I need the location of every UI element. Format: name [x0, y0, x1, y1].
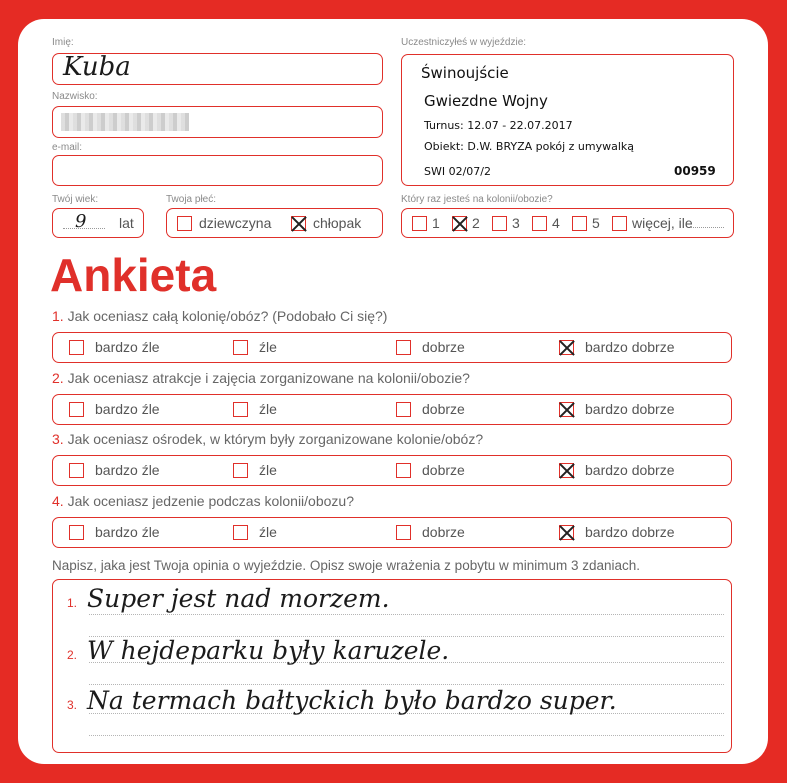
- answer-checkbox[interactable]: [69, 463, 84, 478]
- question-1-answers: [52, 332, 732, 363]
- answer-checkbox[interactable]: [559, 463, 574, 478]
- answer-checkbox[interactable]: [396, 463, 411, 478]
- visits-3-checkbox[interactable]: [492, 216, 507, 231]
- question-3: [52, 431, 483, 447]
- answer-checkbox[interactable]: [69, 402, 84, 417]
- opinion-rule: [89, 614, 724, 615]
- opinion-prompt: Napisz, jaka jest Twoja opinia o wyjeździe. Opisz swoje wrażenia z pobytu w minimum 3 zdaniach.: [52, 558, 641, 573]
- opinion-rule: [89, 735, 724, 736]
- visits-more-checkbox[interactable]: [612, 216, 627, 231]
- visits-more-label: więcej, ile: [632, 215, 693, 231]
- gender-field: [166, 208, 383, 238]
- trip-number: 00959: [674, 164, 716, 178]
- answer-label: bardzo źle: [95, 401, 160, 417]
- question-3-answers: [52, 455, 732, 486]
- visits-5-label: 5: [592, 215, 600, 231]
- question-number: 2.: [52, 370, 64, 386]
- visits-label: Który raz jesteś na kolonii/obozie?: [401, 194, 553, 205]
- answer-checkbox[interactable]: [69, 525, 84, 540]
- question-text: Jak oceniasz całą kolonię/obóz? (Podobało Ci się?): [67, 308, 388, 324]
- visits-4-checkbox[interactable]: [532, 216, 547, 231]
- answer-label: bardzo dobrze: [585, 524, 675, 540]
- question-4: [52, 493, 354, 509]
- gender-girl-label: dziewczyna: [199, 215, 272, 231]
- visits-more-dotted: [690, 227, 724, 228]
- answer-label: bardzo dobrze: [585, 401, 675, 417]
- answer-checkbox[interactable]: [559, 525, 574, 540]
- visits-field: [401, 208, 734, 238]
- trip-label: Uczestniczyłeś w wyjeździe:: [401, 37, 527, 48]
- trip-obiekt: Obiekt: D.W. BRYZA pokój z umywalką: [424, 140, 635, 153]
- answer-label: źle: [259, 462, 277, 478]
- question-number: 1.: [52, 308, 64, 324]
- age-unit: lat: [119, 215, 134, 231]
- trip-theme: Gwiezdne Wojny: [424, 92, 548, 110]
- gender-label: Twoja płeć:: [166, 194, 217, 205]
- survey-sheet: [18, 19, 768, 764]
- survey-title: Ankieta: [50, 249, 217, 301]
- answer-checkbox[interactable]: [396, 340, 411, 355]
- opinion-box[interactable]: [52, 579, 732, 753]
- question-text: Jak oceniasz atrakcje i zajęcia zorganizowane na kolonii/obozie?: [67, 370, 470, 386]
- visits-1-label: 1: [432, 215, 440, 231]
- opinion-line-1-text: Super jest nad morzem.: [87, 584, 390, 613]
- visits-4-label: 4: [552, 215, 560, 231]
- visits-3-label: 3: [512, 215, 520, 231]
- surname-label: Nazwisko:: [52, 91, 98, 102]
- question-4-answers: [52, 517, 732, 548]
- answer-checkbox[interactable]: [233, 402, 248, 417]
- email-label: e-mail:: [52, 142, 83, 153]
- answer-label: dobrze: [422, 524, 465, 540]
- trip-turnus: Turnus: 12.07 - 22.07.2017: [424, 119, 573, 132]
- answer-label: bardzo dobrze: [585, 462, 675, 478]
- age-label: Twój wiek:: [52, 194, 99, 205]
- trip-place: Świnoujście: [421, 64, 509, 82]
- question-text: Jak oceniasz ośrodek, w którym były zorganizowane kolonie/obóz?: [67, 431, 484, 447]
- gender-boy-checkbox[interactable]: [291, 216, 306, 231]
- question-number: 3.: [52, 431, 64, 447]
- answer-label: bardzo źle: [95, 339, 160, 355]
- name-field[interactable]: [52, 53, 383, 85]
- gender-girl-checkbox[interactable]: [177, 216, 192, 231]
- opinion-line-2-number: 2.: [67, 648, 78, 662]
- answer-checkbox[interactable]: [233, 463, 248, 478]
- opinion-line-3-text: Na termach bałtyckich było bardzo super.: [87, 686, 617, 715]
- answer-label: źle: [259, 339, 277, 355]
- opinion-line-1-number: 1.: [67, 596, 78, 610]
- answer-label: dobrze: [422, 462, 465, 478]
- answer-label: źle: [259, 524, 277, 540]
- opinion-rule: [89, 684, 724, 685]
- trip-box: [401, 54, 734, 186]
- visits-2-checkbox[interactable]: [452, 216, 467, 231]
- answer-checkbox[interactable]: [396, 402, 411, 417]
- redacted-surname: [61, 113, 189, 131]
- answer-checkbox[interactable]: [559, 402, 574, 417]
- answer-label: bardzo dobrze: [585, 339, 675, 355]
- question-2: [52, 370, 470, 386]
- answer-label: dobrze: [422, 401, 465, 417]
- visits-5-checkbox[interactable]: [572, 216, 587, 231]
- email-field[interactable]: [52, 155, 383, 186]
- answer-label: źle: [259, 401, 277, 417]
- answer-checkbox[interactable]: [233, 340, 248, 355]
- gender-boy-label: chłopak: [313, 215, 362, 231]
- age-value: 9: [75, 211, 87, 232]
- answer-label: bardzo źle: [95, 462, 160, 478]
- answer-label: dobrze: [422, 339, 465, 355]
- answer-checkbox[interactable]: [69, 340, 84, 355]
- answer-checkbox[interactable]: [233, 525, 248, 540]
- opinion-line-2-text: W hejdeparku były karuzele.: [87, 636, 450, 665]
- opinion-line-3-number: 3.: [67, 698, 78, 712]
- name-value: Kuba: [63, 52, 131, 82]
- question-2-answers: [52, 394, 732, 425]
- visits-1-checkbox[interactable]: [412, 216, 427, 231]
- question-text: Jak oceniasz jedzenie podczas kolonii/obozu?: [67, 493, 354, 509]
- trip-code: SWI 02/07/2: [424, 165, 492, 178]
- name-label: Imię:: [52, 37, 74, 48]
- question-1: [52, 308, 387, 324]
- age-field[interactable]: [52, 208, 144, 238]
- answer-checkbox[interactable]: [559, 340, 574, 355]
- answer-label: bardzo źle: [95, 524, 160, 540]
- answer-checkbox[interactable]: [396, 525, 411, 540]
- question-number: 4.: [52, 493, 64, 509]
- surname-field[interactable]: [52, 106, 383, 138]
- visits-2-label: 2: [472, 215, 480, 231]
